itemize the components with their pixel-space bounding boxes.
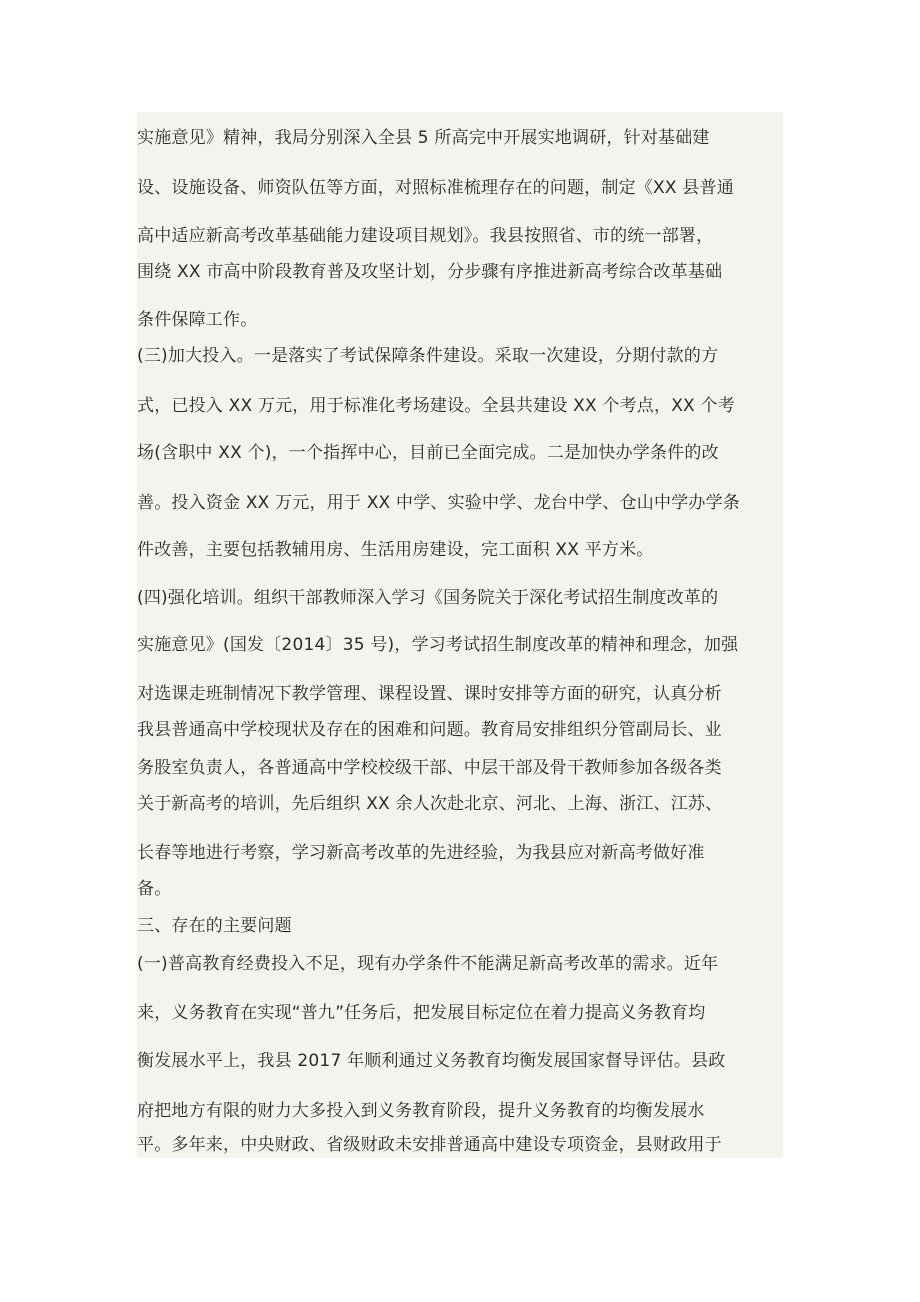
text-line: 务股室负责人，各普通高中学校校级干部、中层干部及骨干教师参加各级各类 [137, 758, 722, 778]
text-line: 实施意见》精神，我局分别深入全县 5 所高完中开展实地调研，针对基础建 [137, 128, 710, 148]
text-line: 平。多年来，中央财政、省级财政未安排普通高中建设专项资金，县财政用于 [137, 1135, 722, 1155]
text-line: 件改善，主要包括教辅用房、生活用房建设，完工面积 XX 平方米。 [137, 540, 654, 560]
text-line: (一)普高教育经费投入不足，现有办学条件不能满足新高考改革的需求。近年 [137, 954, 719, 974]
text-line: (四)强化培训。组织干部教师深入学习《国务院关于深化考试招生制度改革的 [137, 588, 719, 608]
text-line: 善。投入资金 XX 万元，用于 XX 中学、实验中学、龙台中学、仓山中学办学条 [137, 493, 740, 513]
text-line: 场(含职中 XX 个)，一个指挥中心，目前已全面完成。二是加快办学条件的改 [137, 443, 719, 463]
text-line: 来，义务教育在实现“普九”任务后，把发展目标定位在着力提高义务教育均 [137, 1003, 706, 1023]
text-line: 围绕 XX 市高中阶段教育普及攻坚计划，分步骤有序推进新高考综合改革基础 [137, 262, 723, 282]
text-line: 条件保障工作。 [137, 310, 258, 330]
text-line: 衡发展水平上，我县 2017 年顺利通过义务教育均衡发展国家督导评估。县政 [137, 1051, 726, 1071]
text-line: 关于新高考的培训，先后组织 XX 余人次赴北京、河北、上海、浙江、江苏、 [137, 794, 723, 814]
document-page [137, 112, 783, 1158]
text-line: 我县普通高中学校现状及存在的困难和问题。教育局安排组织分管副局长、业 [137, 720, 722, 740]
text-line: (三)加大投入。一是落实了考试保障条件建设。采取一次建设，分期付款的方 [137, 346, 719, 366]
text-line: 府把地方有限的财力大多投入到义务教育阶段，提升义务教育的均衡发展水 [137, 1101, 705, 1121]
text-line: 高中适应新高考改革基础能力建设项目规划》。我县按照省、市的统一部署， [137, 226, 714, 246]
text-line: 式，已投入 XX 万元，用于标准化考场建设。全县共建设 XX 个考点，XX 个考 [137, 396, 735, 416]
section-heading: 三、存在的主要问题 [137, 916, 292, 936]
text-line: 备。 [137, 879, 172, 899]
text-line: 实施意见》(国发〔2014〕35 号)，学习考试招生制度改革的精神和理念，加强 [137, 635, 739, 655]
text-line: 长春等地进行考察，学习新高考改革的先进经验，为我县应对新高考做好准 [137, 843, 705, 863]
text-line: 设、设施设备、师资队伍等方面，对照标准梳理存在的问题，制定《XX 县普通 [137, 178, 734, 198]
text-line: 对选课走班制情况下教学管理、课程设置、课时安排等方面的研究，认真分析 [137, 684, 722, 704]
